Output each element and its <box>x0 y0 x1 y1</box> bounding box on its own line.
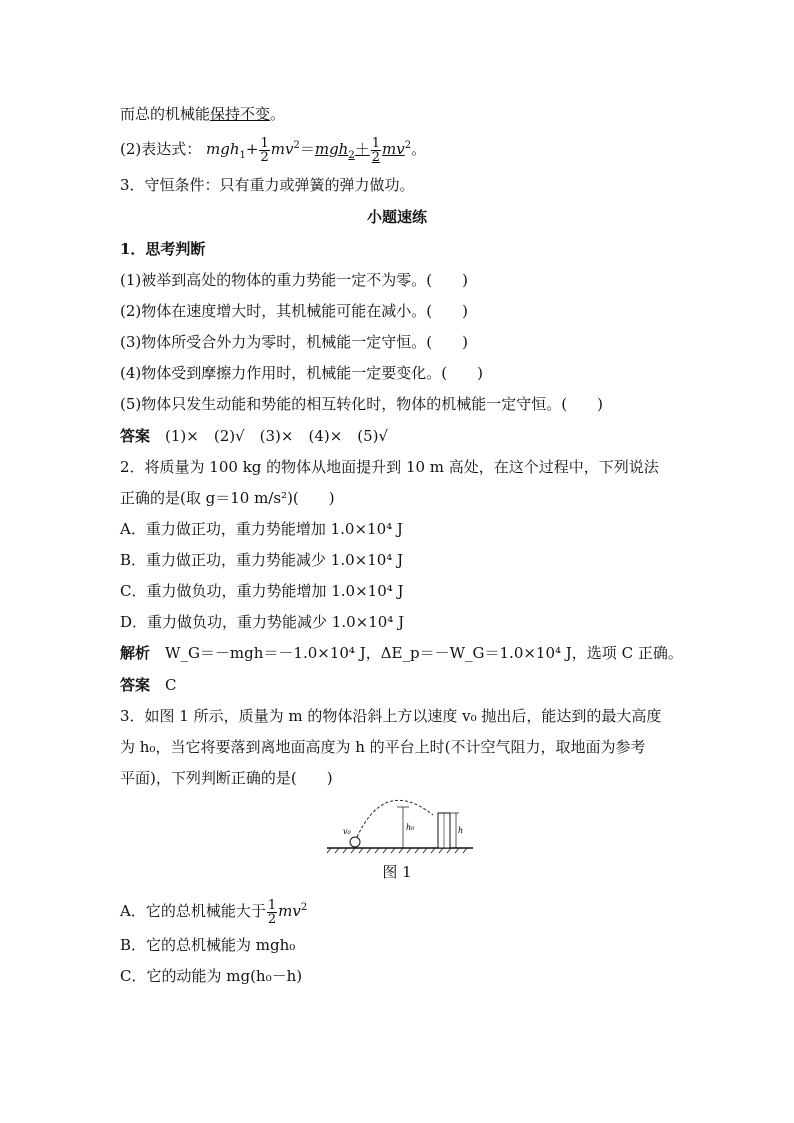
q2-option-b: B．重力做正功，重力势能减少 1.0×10⁴ J <box>120 551 404 569</box>
text-line-1: 而总的机械能保持不变。 <box>120 105 286 123</box>
q3-stem-2: 为 h₀，当它将要落到离地面高度为 h 的平台上时(不计空气阻力，取地面为参考 <box>120 738 646 756</box>
q3-stem-1: 3．如图 1 所示，质量为 m 的物体沿斜上方以速度 v₀ 抛出后，能达到的最大高度 <box>120 707 662 725</box>
q2-option-c: C．重力做负功，重力势能增加 1.0×10⁴ J <box>120 582 404 600</box>
q1-item: (4)物体受到摩擦力作用时，机械能一定要变化。( ) <box>120 364 483 382</box>
q1-item: (1)被举到高处的物体的重力势能一定不为零。( ) <box>120 271 468 289</box>
q2-option-a: A．重力做正功，重力势能增加 1.0×10⁴ J <box>120 520 403 538</box>
q3-stem-3: 平面)，下列判断正确的是( ) <box>120 769 333 787</box>
q2-stem-2: 正确的是(取 g＝10 m/s²)( ) <box>120 489 335 507</box>
fraction: $\frac{1}{2}$ <box>267 897 277 927</box>
h0-label: h₀ <box>406 823 415 832</box>
q3-option-c: C．它的动能为 mg(h₀－h) <box>120 967 303 985</box>
q3-option-b: B．它的总机械能为 mgh₀ <box>120 936 296 954</box>
q2-stem-1: 2．将质量为 100 kg 的物体从地面提升到 10 m 高处，在这个过程中，下列说法 <box>120 458 659 476</box>
ball-icon <box>350 837 360 847</box>
projectile-figure <box>325 795 475 855</box>
q1-item: (5)物体只发生动能和势能的相互转化时，物体的机械能一定守恒。( ) <box>120 395 603 413</box>
v0-label: v₀ <box>343 827 351 836</box>
q1-item: (2)物体在速度增大时，其机械能可能在减小。( ) <box>120 302 468 320</box>
underlined-answer: 保持不变 <box>210 105 271 123</box>
q2-option-d: D．重力做负功，重力势能减少 1.0×10⁴ J <box>120 613 405 631</box>
q2-answer: 答案 C <box>120 676 177 694</box>
fraction: $\frac{1}{2}$ <box>260 135 269 165</box>
q3-option-a: A．它的总机械能大于 $\frac{1}{2}$ $mv^2$ <box>120 897 308 927</box>
h-label: h <box>458 826 464 835</box>
q1-title: 1．思考判断 <box>120 240 206 258</box>
section-title: 小题速练 <box>366 208 427 226</box>
expression-line: (2)表达式： mgh$_1$+ $\frac{1}{2}$ $mv^2=mgh_2+$ $\frac{1}{2}$ $mv^2$。 <box>120 135 427 165</box>
text-line-3: 3．守恒条件：只有重力或弹簧的弹力做功。 <box>120 176 415 194</box>
q1-answer: 答案 (1)× (2)√ (3)× (4)× (5)√ <box>120 427 389 445</box>
q1-item: (3)物体所受合外力为零时，机械能一定守恒。( ) <box>120 333 468 351</box>
q2-analysis: 解析 W_G＝－mgh＝－1.0×10⁴ J，ΔE_p＝－W_G＝1.0×10⁴ J，选项 C 正确。 <box>120 644 683 662</box>
fraction: $\frac{1}{2}$ <box>371 135 381 165</box>
figure-caption: 图 1 <box>382 863 412 881</box>
